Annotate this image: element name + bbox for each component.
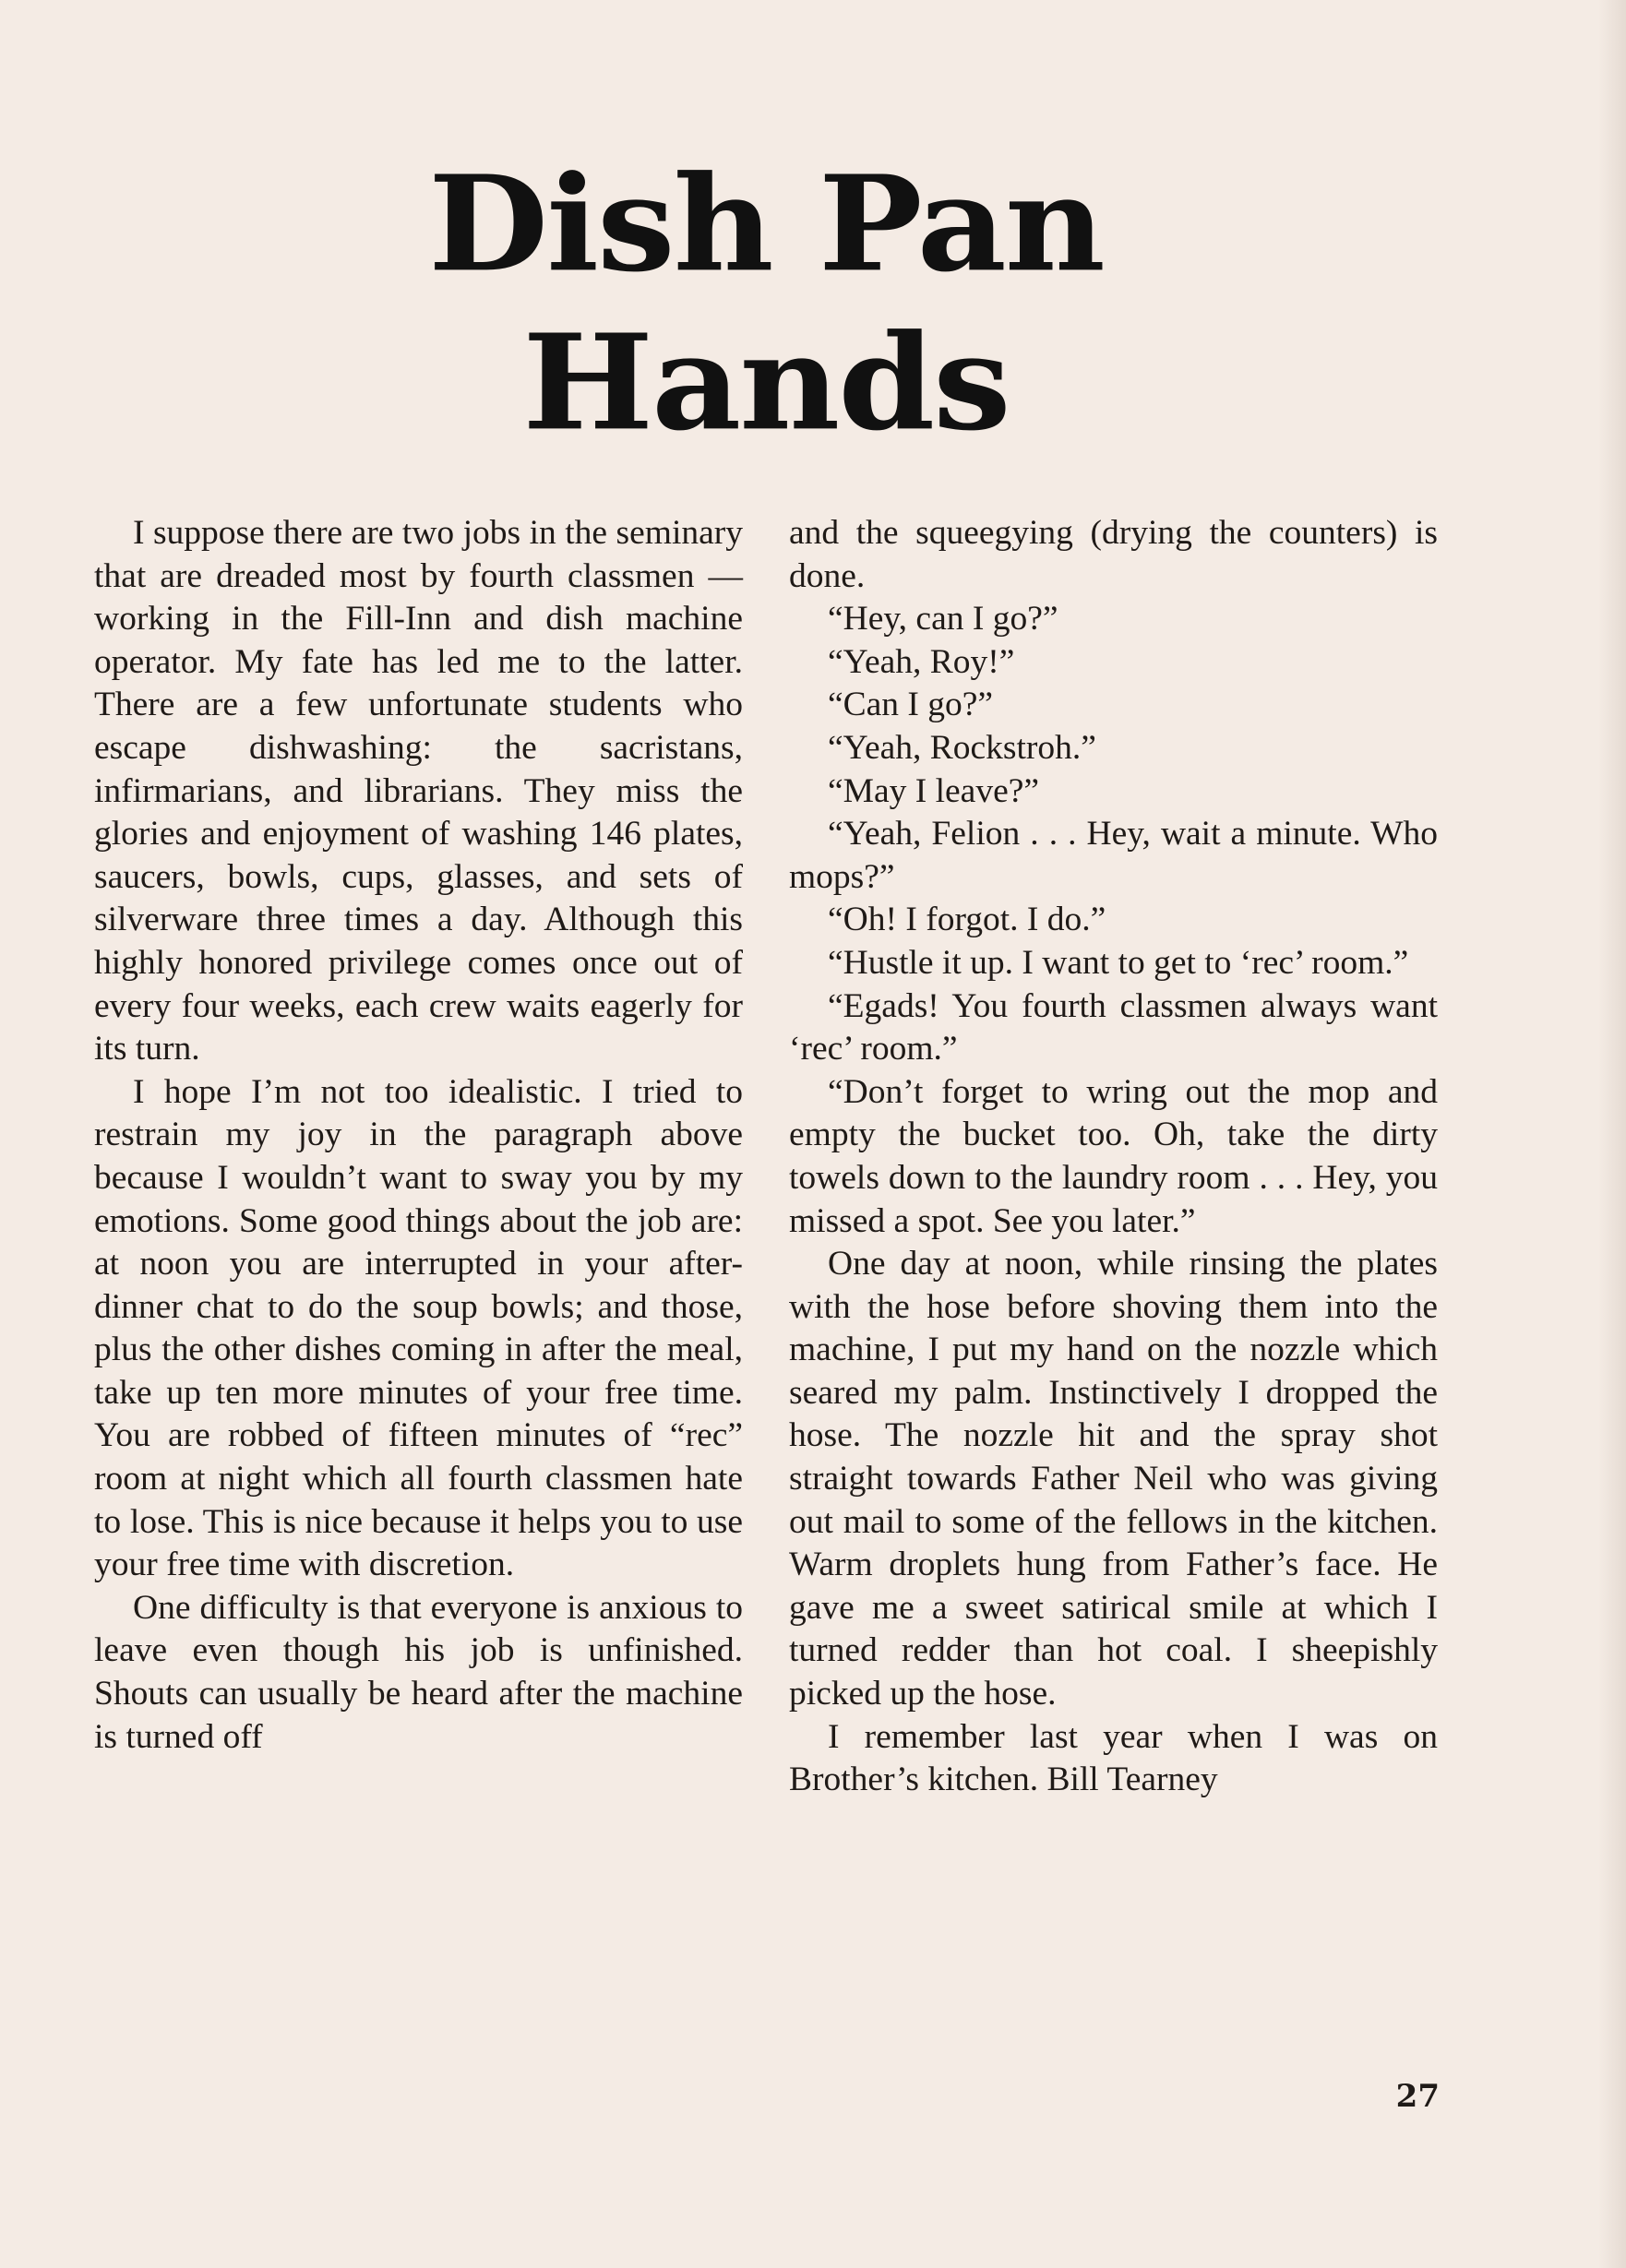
left-column [94, 512, 743, 1759]
dialogue-line: “Yeah, Rockstroh.” [828, 728, 1096, 767]
paragraph: One day at noon, while rinsing the plates with the hose before shoving them into the machine, I put my hand on the nozzle which seared my palm. Instinctively I dropped the hose. The nozzle hit and the spray shot straight towards Father Neil who was giving out mail to some of the fellows in the kitchen. Warm droplets hung from Father’s face. He gave me a sweet satirical smile at which I turned redder than hot coal. I sheepishly picked up the hose. [789, 1245, 1438, 1713]
page-number: 27 [1395, 2078, 1440, 2115]
article-title-line-2: Hands [522, 305, 1010, 460]
dialogue-line: “Don’t forget to wring out the mop and empty the bucket too. Oh, take the dirty towels down to the laundry room . . . Hey, you missed a spot. See you later.” [789, 1072, 1438, 1240]
article-title-line-1: Dish Pan [428, 147, 1104, 302]
dialogue-line: “May I leave?” [828, 771, 1040, 810]
dialogue-line: “Yeah, Roy!” [828, 642, 1015, 681]
paragraph-continued: and the squeegying (drying the counters) is done. [789, 514, 1438, 595]
paragraph: One difficulty is that everyone is anxious to leave even though his job is unfinished. Shouts can usually be heard after the machine is turned off [94, 1588, 743, 1756]
paragraph: I suppose there are two jobs in the seminary that are dreaded most by fourth classmen — working in the Fill-Inn and dish machine operator. My fate has led me to the latter. There are a few unfortunate students who escape dishwashing: the sacristans, infirmarians, and librarians. They miss the glories and enjoyment of washing 146 plates, saucers, bowls, cups, glasses, and sets of silverware three times a day. Although this highly honored privilege comes once out of every four weeks, each crew waits eagerly for its turn. [94, 514, 743, 1068]
page-edge-shadow [1598, 0, 1626, 2268]
paragraph: I hope I’m not too idealistic. I tried to restrain my joy in the paragraph above because I wouldn’t want to sway you by my emotions. Some good things about the job are: at noon you are interrupted in your after-dinner chat to do the soup bowls; and those, plus the other dishes coming in after the meal, take up ten more minutes of your free time. You are robbed of fifteen minutes of “rec” room at night which all fourth classmen hate to lose. This is nice because it helps you to use your free time with discretion. [94, 1072, 743, 1584]
dialogue-line: “Can I go?” [828, 686, 994, 724]
dialogue-line: “Oh! I forgot. I do.” [828, 901, 1106, 939]
dialogue-line: “Hustle it up. I want to get to ‘rec’ room.” [828, 943, 1409, 982]
dialogue-line: “Yeah, Felion . . . Hey, wait a minute. Who mops?” [789, 815, 1438, 896]
dialogue-line: “Egads! You fourth classmen always want ‘rec’ room.” [789, 986, 1438, 1068]
paragraph: I remember last year when I was on Brother’s kitchen. Bill Tearney [789, 1717, 1438, 1799]
dialogue-line: “Hey, can I go?” [828, 600, 1058, 639]
right-column [789, 512, 1438, 1802]
